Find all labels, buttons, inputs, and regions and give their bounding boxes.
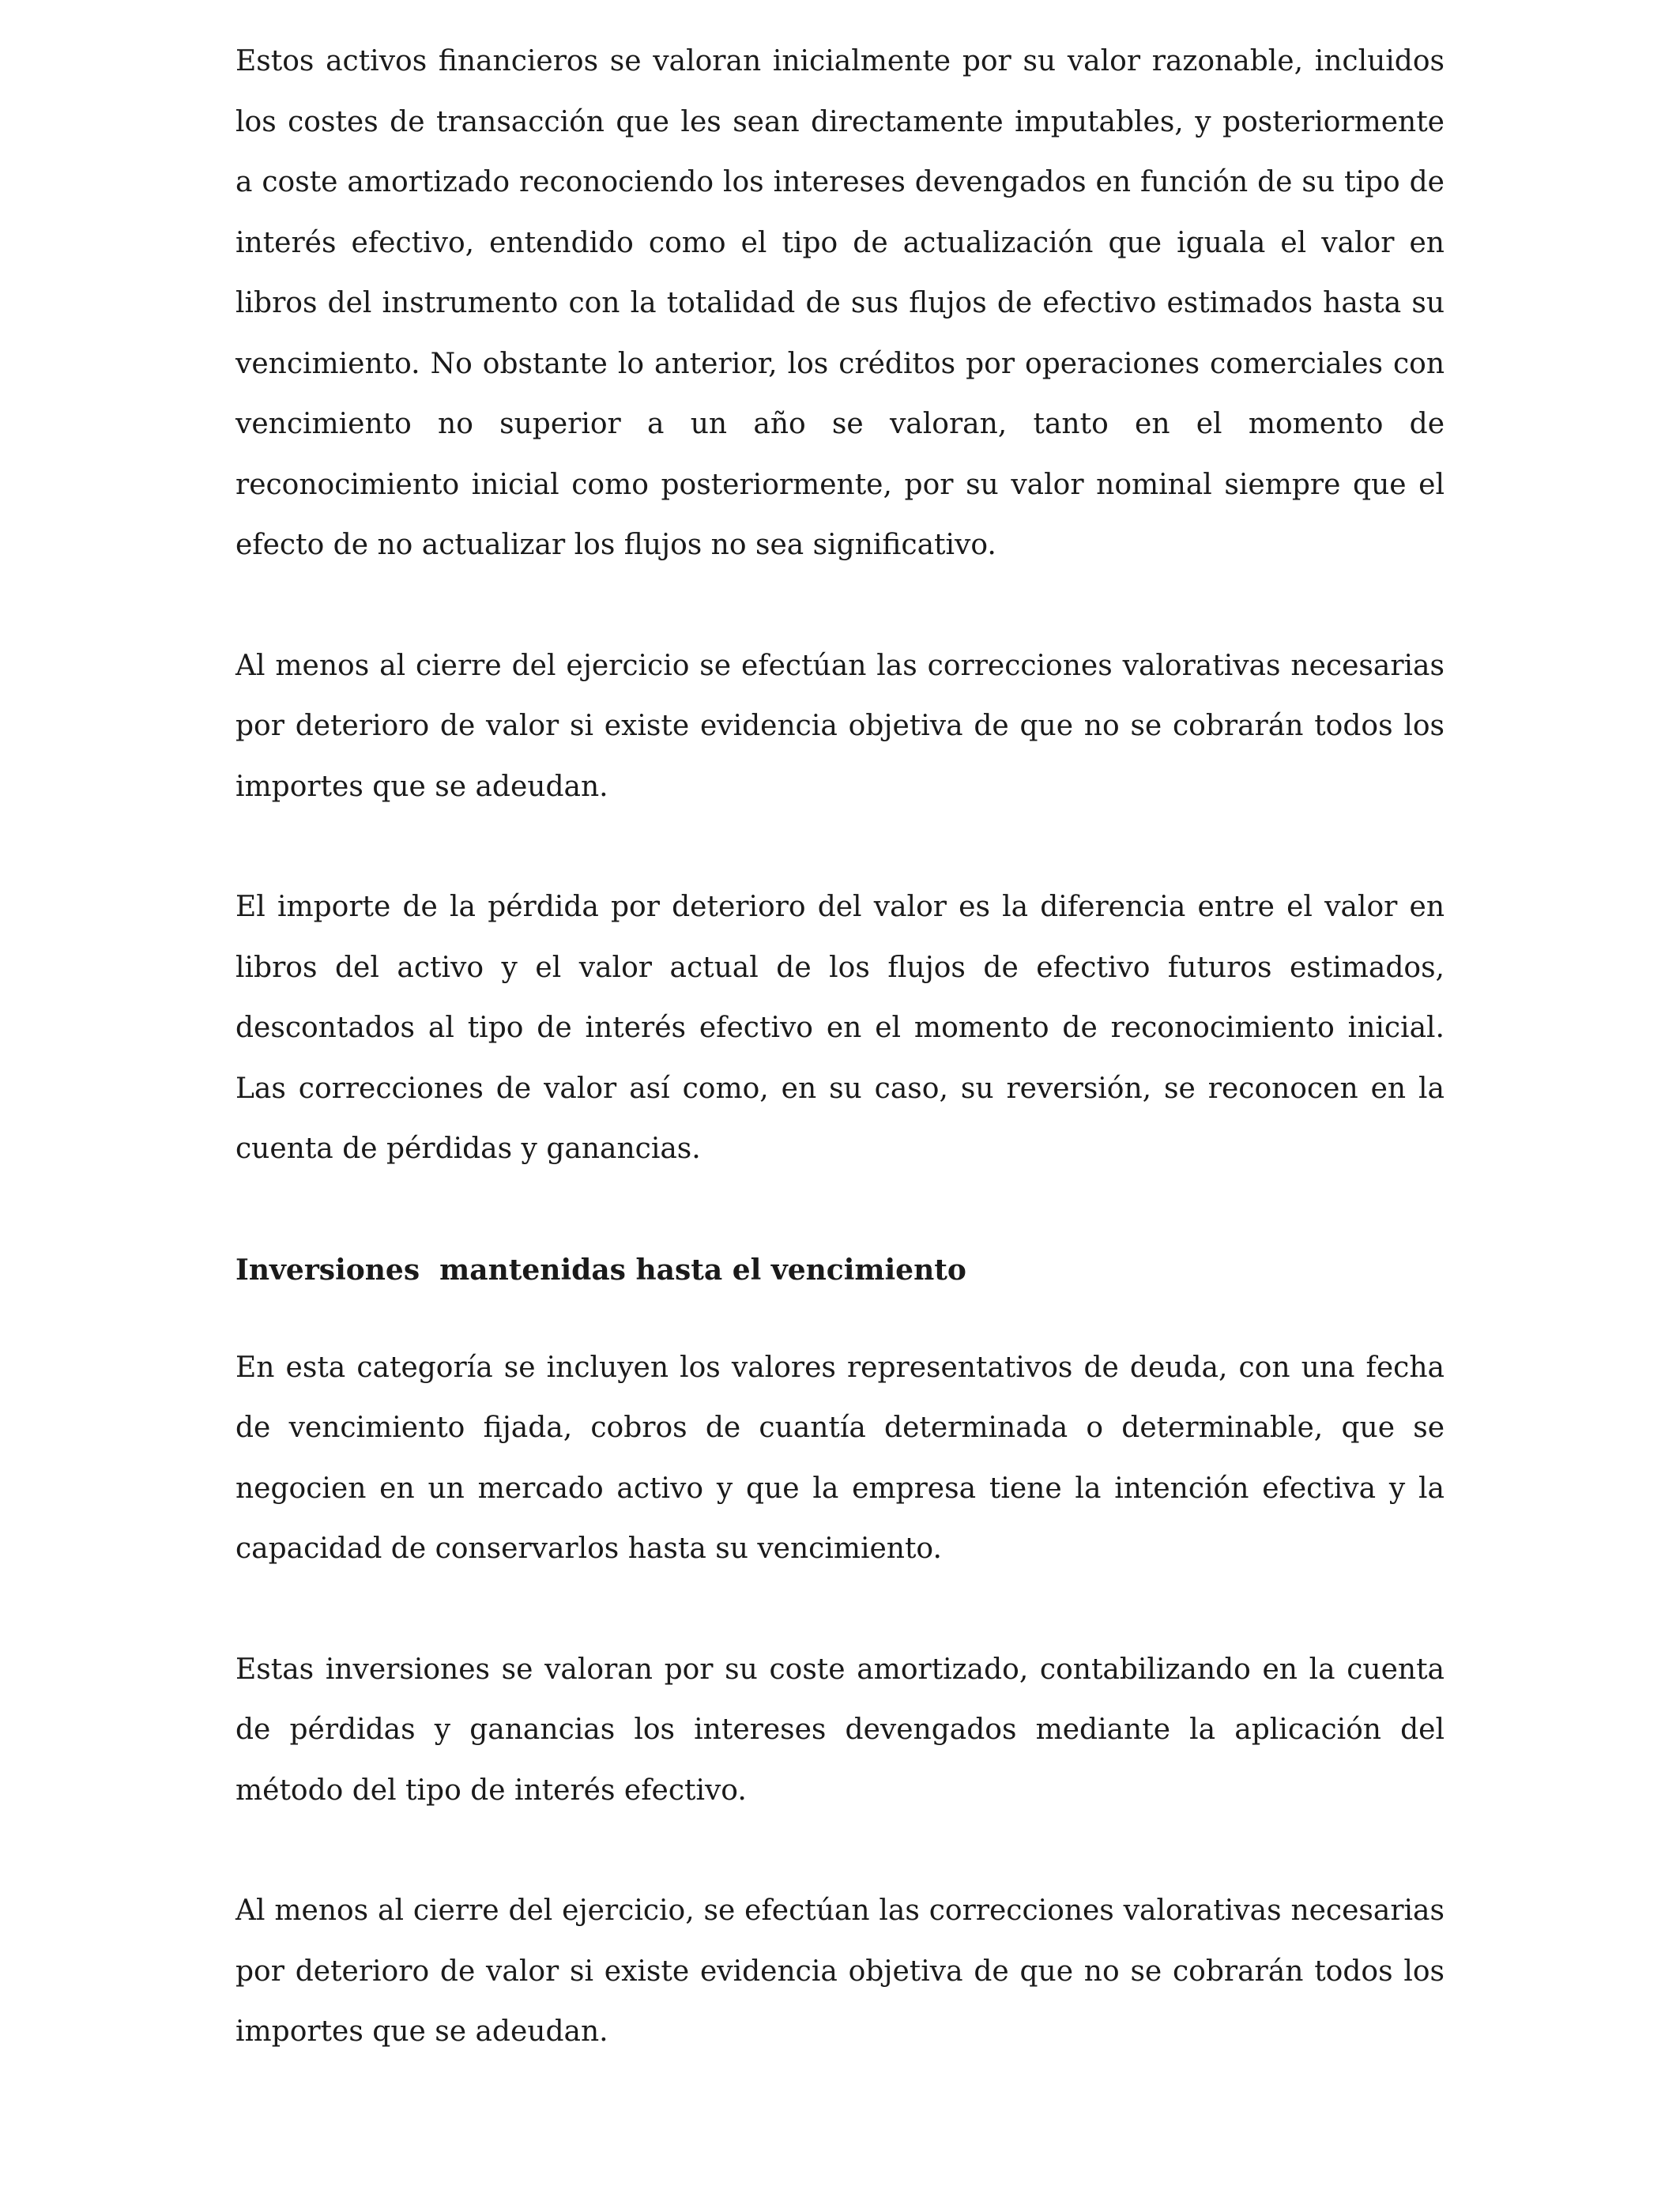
paragraph-valoracion-inicial: Estos activos financieros se valoran inicialmente por su valor razonable, incluidos los costes de transacción que les sean directamente imputables, y posteriormente a coste amortizado reconociendo los intereses devengados en función de su tipo de interés efectivo, entendido como el tipo de actualización que iguala el valor en libros del instrumento con la totalidad de sus flujos de efectivo estimados hasta su vencimiento. No obstante lo anterior, los créditos por operaciones comerciales con vencimiento no superior a un año se valoran, tanto en el momento de reconocimiento inicial como posteriormente, por su valor nominal siempre que el efecto de no actualizar los flujos no sea significativo. (235, 45, 1445, 561)
paragraph-correcciones-valorativas: Al menos al cierre del ejercicio se efectúan las correcciones valorativas necesarias por deterioro de valor si existe evidencia objetiva de que no se cobrarán todos los importes que se adeudan. (235, 649, 1445, 803)
paragraph-importe-perdida: El importe de la pérdida por deterioro del valor es la diferencia entre el valor en libros del activo y el valor actual de los flujos de efectivo futuros estimados, descontados al tipo de interés efectivo en el momento de reconocimiento inicial. Las correcciones de valor así como, en su caso, su reversión, se reconocen en la cuenta de pérdidas y ganancias. (235, 891, 1445, 1165)
paragraph-coste-amortizado: Estas inversiones se valoran por su coste amortizado, contabilizando en la cuenta de pérdidas y ganancias los intereses devengados mediante la aplicación del método del tipo de interés efectivo. (235, 1653, 1445, 1807)
section-heading: Inversiones mantenidas hasta el vencimiento (235, 1253, 966, 1287)
paragraph-categoria-inversiones: En esta categoría se incluyen los valores representativos de deuda, con una fecha de vencimiento fijada, cobros de cuantía determinada o determinable, que se negocien en un mercado activo y que la empresa tiene la intención efectiva y la capacidad de conservarlos hasta su vencimiento. (235, 1351, 1445, 1565)
paragraph-deterioro-cierre: Al menos al cierre del ejercicio, se efectúan las correcciones valorativas necesarias por deterioro de valor si existe evidencia objetiva de que no se cobrarán todos los importes que se adeudan. (235, 1894, 1445, 2048)
document-body (235, 32, 1445, 2123)
